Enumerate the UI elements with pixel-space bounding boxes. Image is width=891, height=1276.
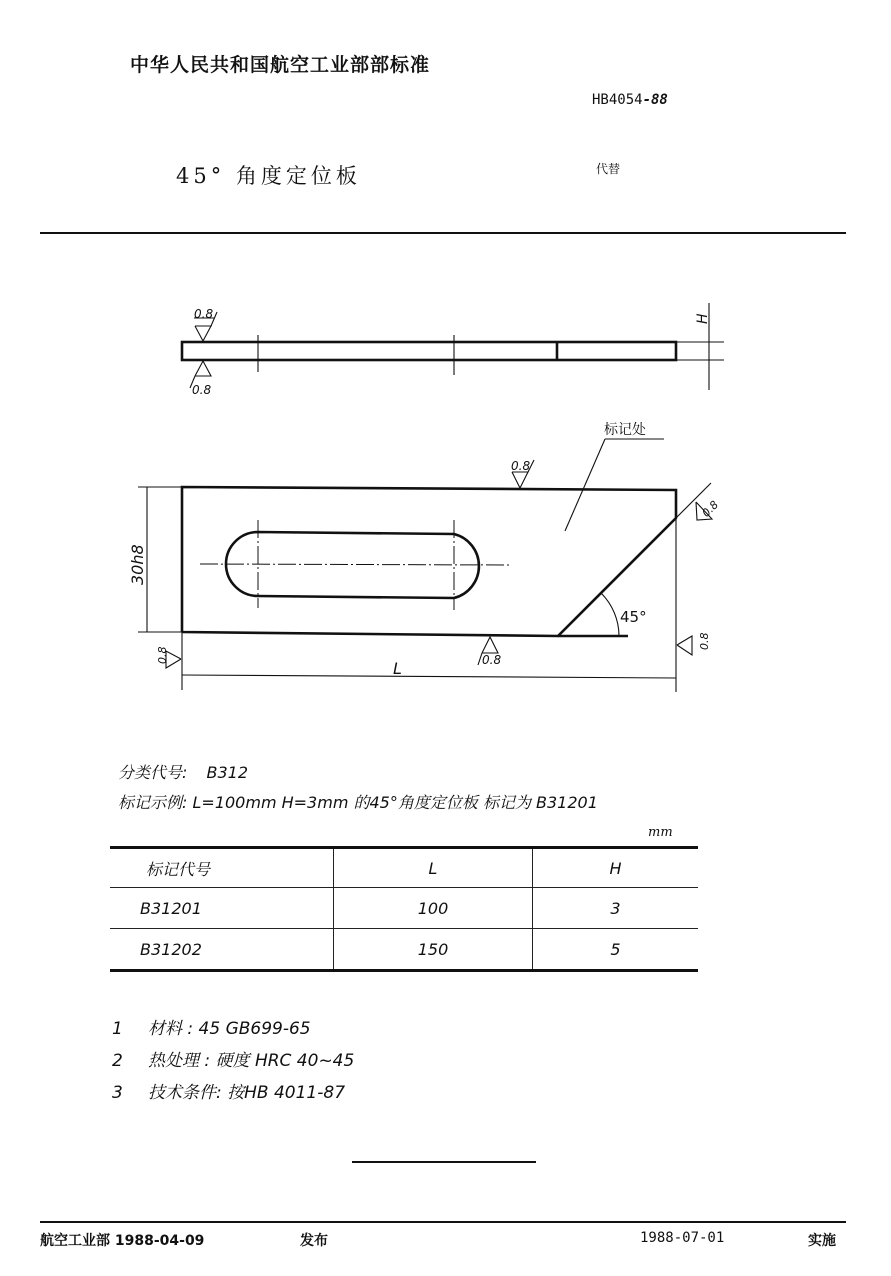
effective-date: 1988-07-01: [640, 1230, 725, 1246]
marking-example-label: 标记示例:: [118, 793, 188, 812]
cell-code: B31201: [110, 888, 334, 929]
table-row: [110, 888, 698, 929]
dim-width-label: 30h8: [128, 544, 147, 585]
roughness-bottom-edge-label: 0.8: [482, 653, 502, 667]
note-text: 热处理 : 硬度 HRC 40~45: [148, 1051, 355, 1071]
marking-example-text: L=100mm H=3mm 的45°角度定位板 标记为 B31201: [192, 793, 598, 812]
roughness-chamfer-label: 0.8: [699, 498, 722, 520]
cell-code: B31202: [110, 929, 334, 971]
standard-code: HB4054: [592, 92, 643, 108]
cell-height: 3: [533, 888, 699, 929]
angle-label: 45°: [620, 608, 647, 626]
header-height: H: [533, 848, 699, 888]
note-text: 技术条件: 按HB 4011-87: [148, 1083, 346, 1103]
cell-length: 100: [334, 888, 533, 929]
table-header-row: [110, 848, 698, 888]
supersedes-label: 代替: [596, 162, 621, 176]
effective-label: 实施: [808, 1233, 836, 1249]
side-view: [182, 303, 724, 397]
footer-divider: [40, 1221, 846, 1223]
table-unit: mm: [648, 825, 673, 840]
marking-example-line: [118, 790, 598, 813]
standard-year: -88: [642, 92, 668, 108]
roughness-left-edge-label: 0.8: [156, 646, 169, 664]
note-item: [112, 1078, 345, 1103]
end-of-content-rule: [352, 1161, 536, 1163]
roughness-right-edge-label: 0.8: [698, 632, 711, 650]
cell-length: 150: [334, 929, 533, 971]
roughness-top-label: 0.8: [194, 307, 214, 321]
header-length: L: [334, 848, 533, 888]
note-number: 1: [112, 1019, 123, 1039]
publisher-and-date: 航空工业部 1988-04-09: [40, 1233, 205, 1249]
note-number: 3: [112, 1083, 123, 1103]
document-title: 45° 角度定位板: [176, 164, 361, 188]
published-label: 发布: [300, 1233, 328, 1249]
spec-table: [110, 846, 698, 972]
classification-label: 分类代号:: [118, 763, 188, 782]
marking-location-label: 标记处: [604, 422, 646, 438]
note-item: [112, 1014, 311, 1039]
note-item: [112, 1046, 354, 1071]
header-code: 标记代号: [110, 848, 334, 888]
dim-length-label: L: [393, 659, 402, 678]
classification-code: B312: [206, 763, 249, 782]
cell-height: 5: [533, 929, 699, 971]
note-number: 2: [112, 1051, 123, 1071]
dim-thickness-label: H: [695, 313, 711, 324]
issuing-authority: 中华人民共和国航空工业部部标准: [130, 54, 431, 76]
note-text: 材料 : 45 GB699-65: [148, 1019, 311, 1039]
plan-view: [128, 421, 721, 692]
classification-line: [118, 760, 248, 783]
roughness-top-edge-label: 0.8: [511, 459, 531, 473]
table-row: [110, 929, 698, 971]
roughness-bottom-label: 0.8: [192, 383, 212, 397]
